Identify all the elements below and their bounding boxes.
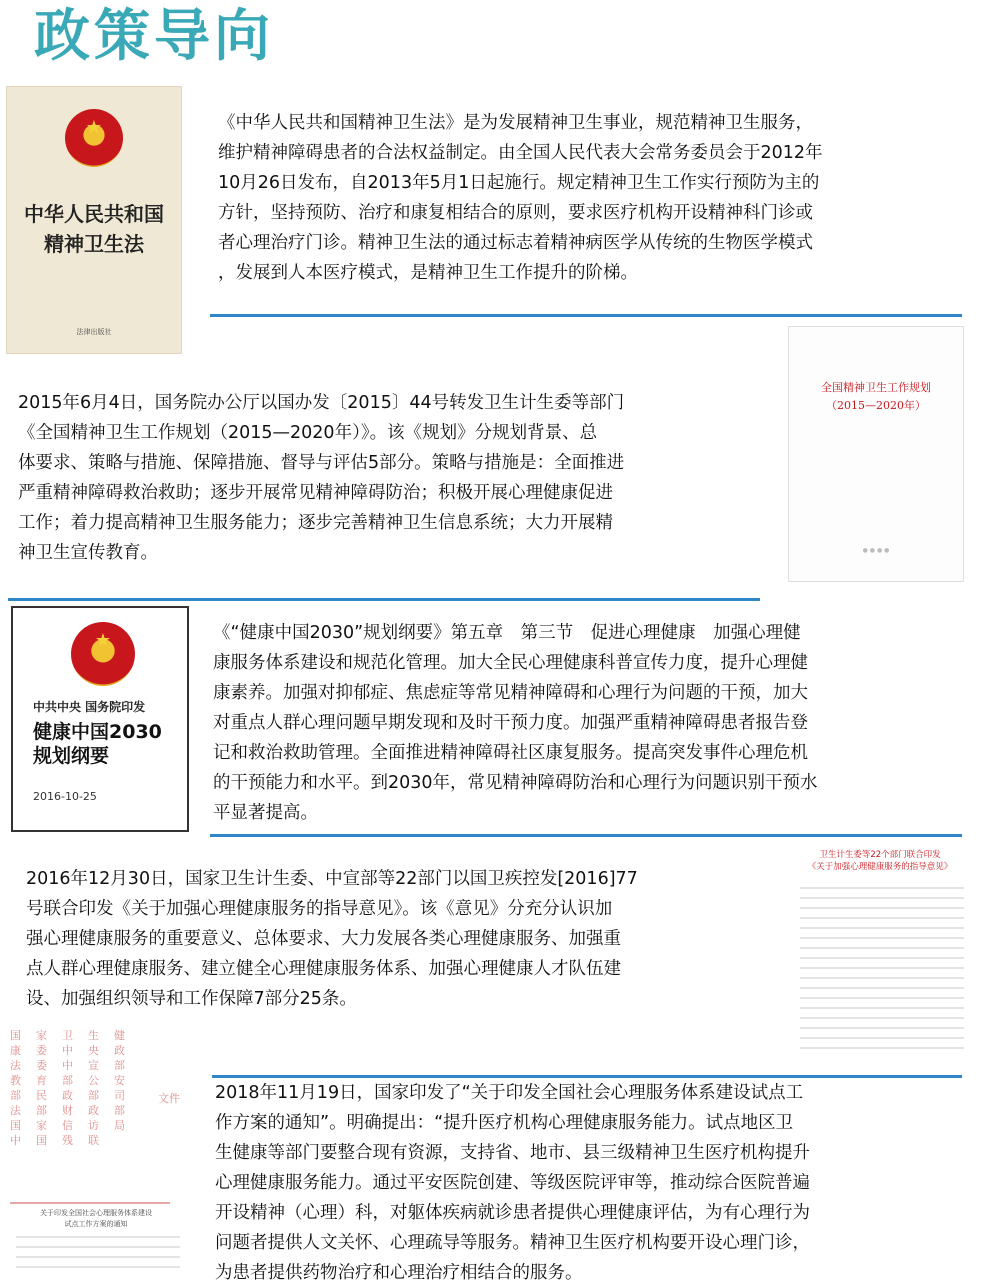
section-5-text: 2018年11月19日，国家印发了“关于印发全国社会心理服务体系建设试点工 作方案的通知”。明确提出：“提升医疗机构心理健康服务能力。试点地区卫 生健康等部门要整合现有资源，支持省、地市、县三级精神卫生医疗机构提升 心理健康服务能力。通过平安医院创建、等级医院评审等，推动综合医院普遍 开设精神（心理）科，对躯体疾病就诊患者提供心理健康评估，为有心理行为 问题者提供人文关怀、心理疏导等服务。精神卫生医疗机构要开设心理门诊， 为患者提供药物治疗和心理治疗相结合的服务。: [215, 1083, 810, 1283]
document-text-lines: [800, 887, 964, 1057]
issuing-organizations: 国家卫生健康委中央政法委中宣部教育部公安部民政部司法部财政部国家信访局中国残联: [10, 1029, 140, 1147]
section-4-text: 2016年12月30日，国家卫生计生委、中宣部等22部门以国卫疾控发[2016]77 号联合印发《关于加强心理健康服务的指导意见》。该《意见》分充分认识加 强心理健康服务的重要意义、总体要求、大力发展各类心理健康服务、加强重 点人群心理健康服务、建立健全心理健康服务体系、加强心理健康人才队伍建 设、加强组织领导和工作保障7部分25条。: [26, 869, 638, 1009]
law-book-publisher: 法律出版社: [76, 328, 112, 336]
document-text-lines: [16, 1236, 180, 1276]
healthy-china-2030-cover-image: [11, 606, 189, 832]
plan-book-footer: ● ● ● ●: [862, 547, 890, 554]
section-1-text: 《中华人民共和国精神卫生法》是为发展精神卫生事业，规范精神卫生服务， 维护精神障碍患者的合法权益制定。由全国人民代表大会常务委员会于2012年 10月26日发布，自2013年5月1日起施行。规定精神卫生工作实行预防为主的 方针，坚持预防、治疗和康复相结合的原则，要求医疗机构开设精神科门诊或 者心理治疗门诊。精神卫生法的通过标志着精神病医学从传统的生物医学模式 ，发展到人本医疗模式，是精神卫生工作提升的阶梯。: [218, 113, 823, 283]
document-red-line: [10, 1202, 170, 1204]
national-emblem-icon: ★: [65, 109, 123, 167]
hc-book-date: 2016-10-25: [33, 790, 97, 803]
hc-book-title: 健康中国2030 规划纲要: [33, 721, 162, 767]
section-divider: [8, 598, 760, 601]
national-emblem-icon: ★: [71, 622, 135, 686]
section-divider: [210, 834, 962, 837]
section-3-text: 《“健康中国2030”规划纲要》第五章 第三节 促进心理健康 加强心理健 康服务体系建设和规范化管理。加大全民心理健康科普宣传力度，提升心理健 康素养。加强对抑郁症、焦虑症等常见精神障碍和心理行为问题的干预，加大 对重点人群心理问题早期发现和及时干预力度。加强严重精神障碍患者报告登 记和救治救助管理。全面推进精神障碍社区康复服务。提高突发事件心理危机 的干预能力和水平。到2030年，常见精神障碍防治和心理行为问题识别干预水 平显著提高。: [213, 623, 818, 823]
page-title: 政策导向: [34, 4, 274, 69]
pilot-program-notice-document-image: [6, 1022, 186, 1280]
opinion-doc-heading: 卫生计生委等22个部门联合印发 《关于加强心理健康服务的指导意见》: [807, 850, 953, 872]
document-label: 文件: [158, 1092, 180, 1105]
law-book-title: 中华人民共和国 精神卫生法: [24, 202, 164, 256]
mental-health-law-cover-image: [6, 86, 182, 354]
guidance-opinion-document-image: [790, 843, 970, 1065]
hc-book-issuer: 中共中央 国务院印发: [33, 700, 146, 714]
section-2-text: 2015年6月4日，国务院办公厅以国办发〔2015〕44号转发卫生计生委等部门 《全国精神卫生工作规划（2015—2020年）》。该《规划》分规划背景、总 体要求、策略与措施、保障措施、督导与评估5部分。策略与措施是：全面推进 严重精神障碍救治救助；逐步开展常见精神障碍防治；积极开展心理健康促进 工作；着力提高精神卫生服务能力；逐步完善精神卫生信息系统；大力开展精 神卫生宣传教育。: [18, 393, 625, 563]
section-divider: [210, 314, 962, 317]
mental-health-plan-cover-image: [788, 326, 964, 582]
notice-doc-subtitle: 关于印发全国社会心理服务体系建设 试点工作方案的通知: [40, 1209, 152, 1228]
plan-book-title: 全国精神卫生工作规划 （2015—2020年）: [821, 381, 931, 412]
